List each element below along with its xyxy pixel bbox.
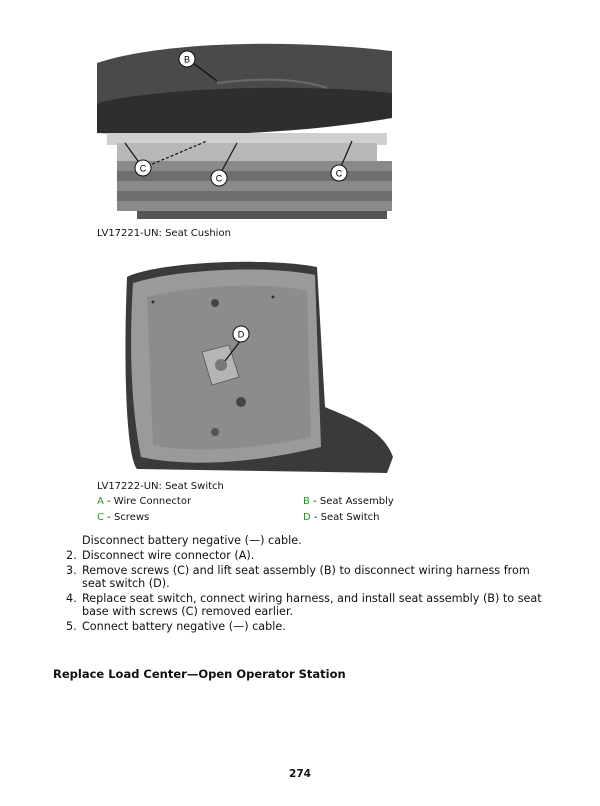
step-4: 4. Replace seat switch, connect wiring harness, and install seat assembly (B) to seat base with screws (C) removed earlier. bbox=[66, 592, 542, 618]
callout-c-left bbox=[135, 160, 151, 176]
seat-cushion-figure bbox=[97, 43, 392, 219]
callout-c-middle bbox=[211, 170, 227, 186]
legend-item-d: D - Seat Switch bbox=[303, 512, 380, 523]
section-heading: Replace Load Center—Open Operator Station bbox=[53, 667, 346, 681]
legend-item-c: C - Screws bbox=[97, 512, 150, 523]
callout-c-right bbox=[331, 165, 347, 181]
figure2-caption: LV17222-UN: Seat Switch bbox=[97, 481, 224, 492]
figure1-caption: LV17221-UN: Seat Cushion bbox=[97, 228, 231, 239]
step-3: 3. Remove screws (C) and lift seat assembly (B) to disconnect wiring harness from seat switch (D). bbox=[66, 564, 530, 590]
svg-text:C: C bbox=[139, 163, 147, 174]
step-2: 2. Disconnect wire connector (A). bbox=[66, 549, 255, 562]
seat-switch-figure bbox=[117, 257, 393, 473]
legend-item-a: A - Wire Connector bbox=[97, 496, 192, 507]
legend-item-b: B - Seat Assembly bbox=[303, 496, 394, 507]
svg-text:D: D bbox=[237, 329, 245, 340]
callout-b bbox=[179, 51, 195, 67]
procedure-steps bbox=[66, 534, 556, 635]
callout-d bbox=[233, 326, 249, 342]
svg-text:B: B bbox=[183, 54, 191, 65]
svg-text:C: C bbox=[335, 168, 343, 179]
svg-text:C: C bbox=[215, 173, 223, 184]
step-5: 5. Connect battery negative (—) cable. bbox=[66, 620, 286, 633]
step-1: Disconnect battery negative (—) cable. bbox=[82, 534, 302, 547]
page-number: 274 bbox=[289, 768, 311, 780]
